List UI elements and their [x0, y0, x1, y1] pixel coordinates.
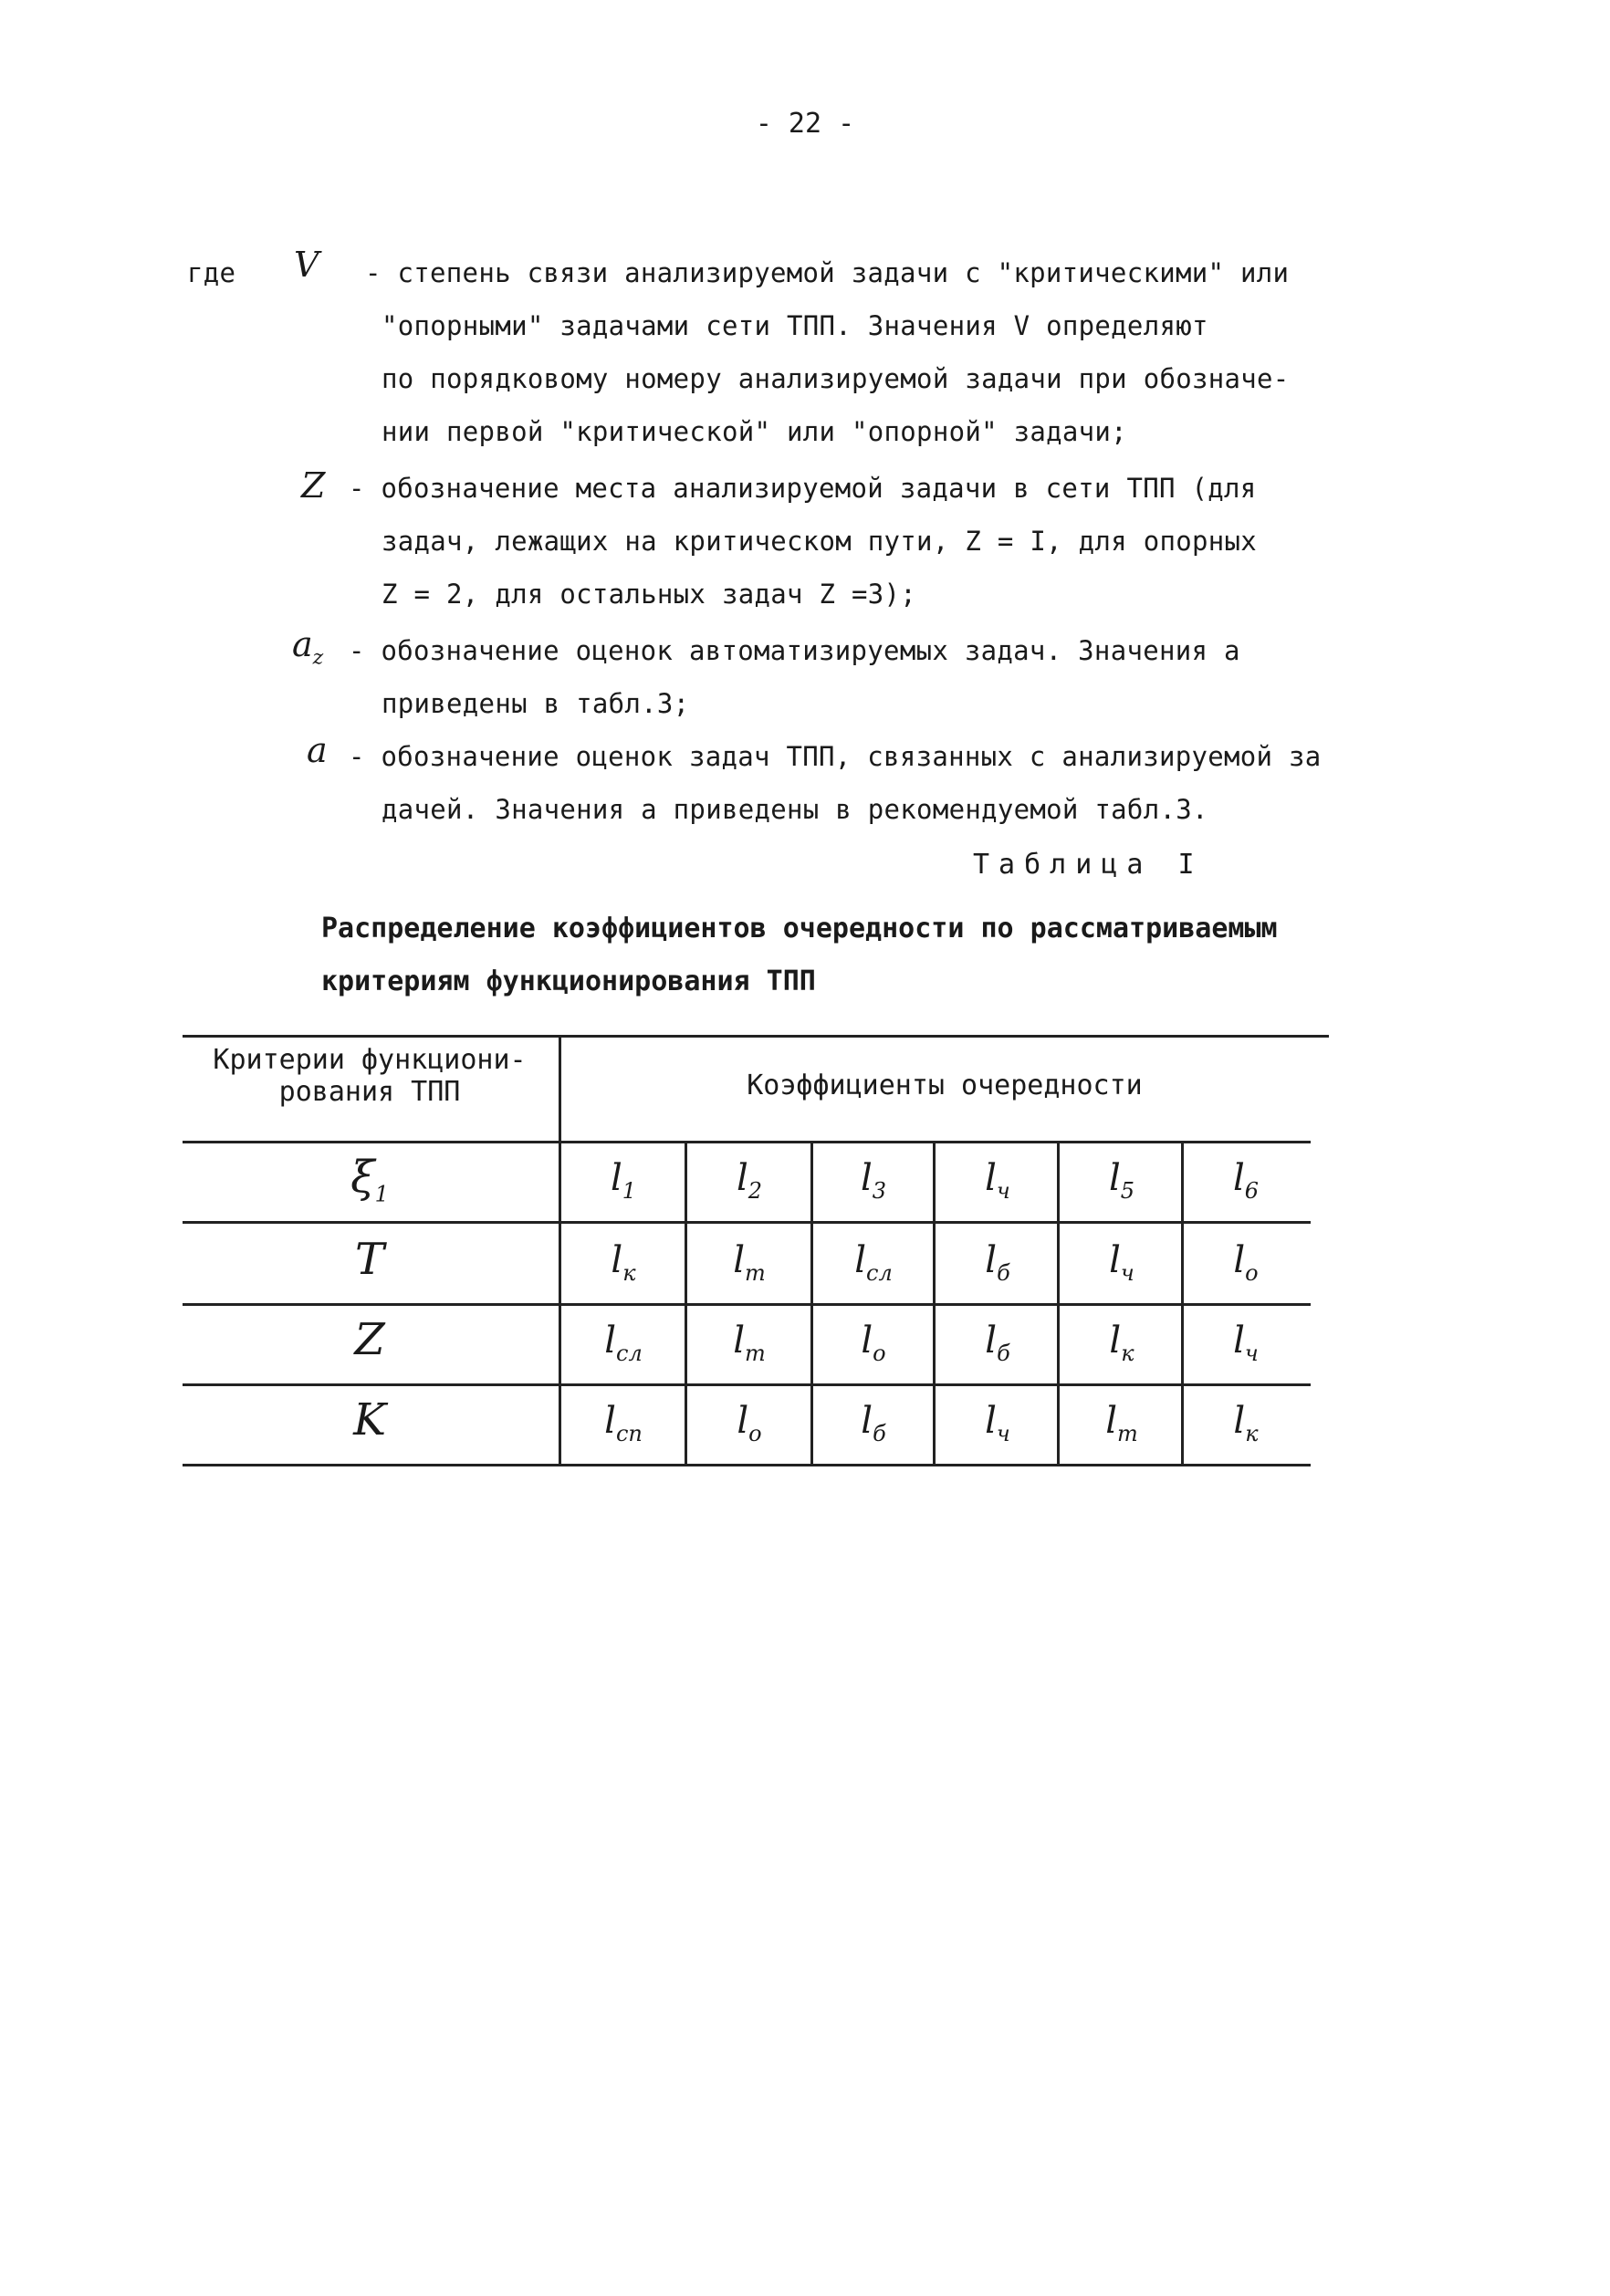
a-line-2: дачей. Значения a приведены в рекомендуемой табл.3. [382, 794, 1208, 825]
header-coefficients: Коэффициенты очередности [747, 1070, 1143, 1101]
coef-cell: $l_б$ [861, 1400, 886, 1446]
header-criteria [183, 1044, 557, 1108]
coef-cell: $l_к$ [611, 1239, 636, 1286]
criterion-z: Z [354, 1314, 385, 1365]
az-line-1: - обозначение оценок автоматизируемых задач. Значения a [349, 635, 1240, 666]
table-caption-line-2: критериям функционирования ТПП [321, 965, 816, 997]
criterion-k: K [353, 1394, 386, 1445]
coef-cell: $l_т$ [733, 1239, 766, 1286]
symbol-v: V [294, 245, 319, 285]
coef-cell: $l_т$ [1105, 1400, 1138, 1446]
table-number-label: Таблица I [973, 849, 1204, 881]
coef-cell: $l_к$ [1109, 1320, 1134, 1366]
page-number: - 22 - [755, 108, 855, 140]
coef-cell: $l_б$ [985, 1320, 1010, 1366]
coef-cell: $l_о$ [861, 1320, 886, 1366]
table-row-rule-1 [183, 1221, 1311, 1224]
table-bottom-rule [183, 1464, 1311, 1466]
coef-cell: $l_ч$ [1233, 1320, 1259, 1366]
criterion-t: T [354, 1234, 384, 1285]
symbol-az: $a_z$ [292, 624, 324, 670]
coef-cell: $l_о$ [737, 1400, 762, 1446]
coef-cell: $l_5$ [1108, 1157, 1135, 1204]
header-criteria-line-1: Критерии функциони- [213, 1044, 527, 1076]
where-word: где [187, 257, 236, 288]
coef-cell: $l_{сп}$ [604, 1400, 643, 1446]
table-row-rule-3 [183, 1383, 1311, 1386]
z-line-1: - обозначение места анализируемой задачи в сети ТПП (для [349, 473, 1257, 504]
criterion-xi: $\xi_1$ [350, 1152, 389, 1207]
table-header-rule [183, 1141, 1311, 1143]
header-criteria-line-2: рования ТПП [278, 1076, 461, 1108]
coef-cell: $l_3$ [860, 1157, 887, 1204]
v-line-4: нии первой "критической" или "опорной" задачи; [382, 416, 1127, 447]
az-line-2: приведены в табл.3; [382, 688, 690, 719]
v-line-2: "опорными" задачами сети ТПП. Значения V определяют [382, 310, 1208, 341]
coef-cell: $l_2$ [736, 1157, 763, 1204]
coef-cell: $l_{сл}$ [604, 1320, 643, 1366]
coef-cell: $l_ч$ [985, 1400, 1010, 1446]
table-row-rule-2 [183, 1303, 1311, 1306]
coef-cell: $l_6$ [1232, 1157, 1260, 1204]
coef-cell: $l_б$ [985, 1239, 1010, 1286]
v-line-1: - степень связи анализируемой задачи с "критическими" или [365, 257, 1290, 288]
coef-cell: $l_к$ [1233, 1400, 1259, 1446]
z-line-2: задач, лежащих на критическом пути, Z = I, для опорных [382, 526, 1258, 557]
symbol-z: Z [301, 465, 326, 506]
symbol-a: a [307, 730, 328, 770]
z-line-3: Z = 2, для остальных задач Z =3); [382, 579, 917, 610]
coef-cell: $l_1$ [610, 1157, 637, 1204]
coef-cell: $l_ч$ [1109, 1239, 1134, 1286]
v-line-3: по порядковому номеру анализируемой задачи при обозначе- [382, 363, 1290, 394]
a-line-1: - обозначение оценок задач ТПП, связанных с анализируемой за [349, 741, 1322, 772]
coef-cell: $l_о$ [1233, 1239, 1259, 1286]
table-top-rule [183, 1035, 1329, 1038]
coef-cell: $l_ч$ [985, 1157, 1010, 1204]
table-caption-line-1: Распределение коэффициентов очередности по рассматриваемым [321, 913, 1278, 944]
coef-cell: $l_т$ [733, 1320, 766, 1366]
coef-cell: $l_{сл}$ [854, 1239, 893, 1286]
